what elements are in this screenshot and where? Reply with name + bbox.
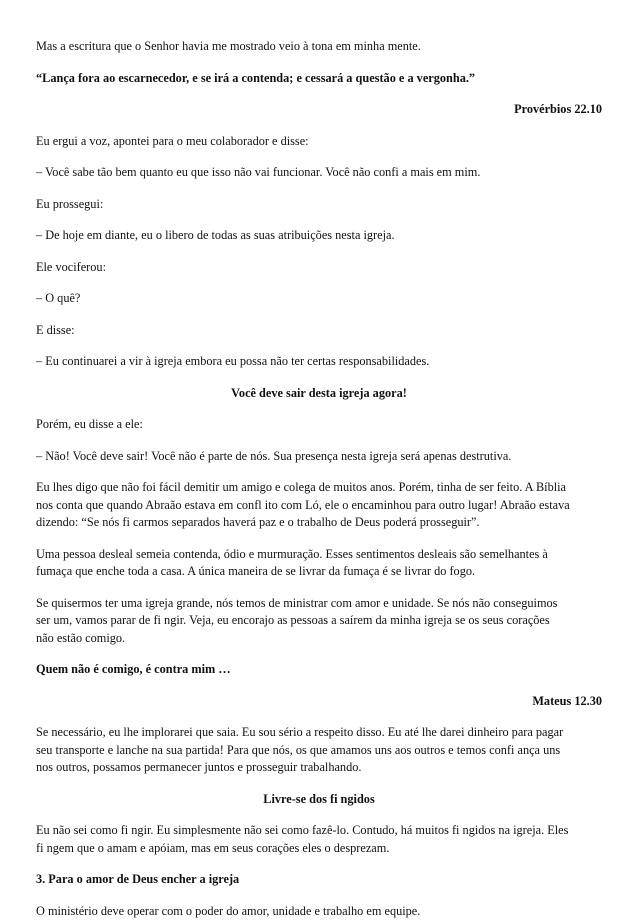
paragraph: [36, 724, 602, 777]
text-line: Se necessário, eu lhe implorarei que saia. Eu sou sério a respeito disso. Eu até lhe darei dinheiro para pagar: [36, 725, 563, 739]
paragraph: Mas a escritura que o Senhor havia me mostrado veio à tona em minha mente.: [36, 38, 602, 56]
dialogue-line: – Eu continuarei a vir à igreja embora eu possa não ter certas responsabilidades.: [36, 353, 602, 371]
numbered-heading: 3. Para o amor de Deus encher a igreja: [36, 871, 602, 889]
dialogue-line: – De hoje em diante, eu o libero de todas as suas atribuições nesta igreja.: [36, 227, 602, 245]
paragraph: Eu ergui a voz, apontei para o meu colaborador e disse:: [36, 133, 602, 151]
text-line: ser um, vamos parar de fi ngir. Veja, eu encorajo as pessoas a saírem da minha igreja se os seus corações: [36, 613, 550, 627]
text-line: seu transporte e lanche na sua partida! Para que nós, os que amamos uns aos outros e temos confi ança uns: [36, 743, 560, 757]
dialogue-line: – Não! Você deve sair! Você não é parte de nós. Sua presença nesta igreja será apenas destrutiva.: [36, 448, 602, 466]
text-line: Uma pessoa desleal semeia contenda, ódio e murmuração. Esses sentimentos desleais são semelhantes à: [36, 547, 548, 561]
paragraph: O ministério deve operar com o poder do amor, unidade e trabalho em equipe.: [36, 903, 602, 920]
paragraph: E disse:: [36, 322, 602, 340]
section-heading: Você deve sair desta igreja agora!: [36, 385, 602, 403]
paragraph: Eu prossegui:: [36, 196, 602, 214]
paragraph: Porém, eu disse a ele:: [36, 416, 602, 434]
text-line: nos outros, possamos permanecer juntos e prosseguir trabalhando.: [36, 760, 361, 774]
text-line: fumaça que enche toda a casa. A única maneira de se livrar da fumaça é se livrar do fogo.: [36, 564, 475, 578]
text-line: não estão comigo.: [36, 631, 125, 645]
paragraph: [36, 822, 602, 857]
paragraph: [36, 595, 602, 648]
paragraph: [36, 546, 602, 581]
text-line: nos conta que quando Abraão estava em confl ito com Ló, ele o encaminhou para outro lugar! Abraão estava: [36, 498, 570, 512]
scripture-quote: Quem não é comigo, é contra mim …: [36, 661, 602, 679]
scripture-quote: “Lança fora ao escarnecedor, e se irá a contenda; e cessará a questão e a vergonha.”: [36, 70, 602, 88]
text-line: fi ngem que o amam e apóiam, mas em seus corações eles o desprezam.: [36, 841, 389, 855]
text-line: Eu lhes digo que não foi fácil demitir um amigo e colega de muitos anos. Porém, tinha de ser feito. A Bíblia: [36, 480, 566, 494]
scripture-reference: Mateus 12.30: [36, 693, 602, 711]
scripture-reference: Provérbios 22.10: [36, 101, 602, 119]
text-line: dizendo: “Se nós fi carmos separados haverá paz e o trabalho de Deus poderá prosseguir”.: [36, 515, 480, 529]
paragraph: Ele vociferou:: [36, 259, 602, 277]
text-line: Eu não sei como fi ngir. Eu simplesmente não sei como fazê-lo. Contudo, há muitos fi ngidos na igreja. Eles: [36, 823, 568, 837]
dialogue-line: – O quê?: [36, 290, 602, 308]
text-line: Se quisermos ter uma igreja grande, nós temos de ministrar com amor e unidade. Se nós não conseguimos: [36, 596, 557, 610]
dialogue-line: – Você sabe tão bem quanto eu que isso não vai funcionar. Você não confi a mais em mim.: [36, 164, 602, 182]
section-heading: Livre-se dos fi ngidos: [36, 791, 602, 809]
paragraph: [36, 479, 602, 532]
